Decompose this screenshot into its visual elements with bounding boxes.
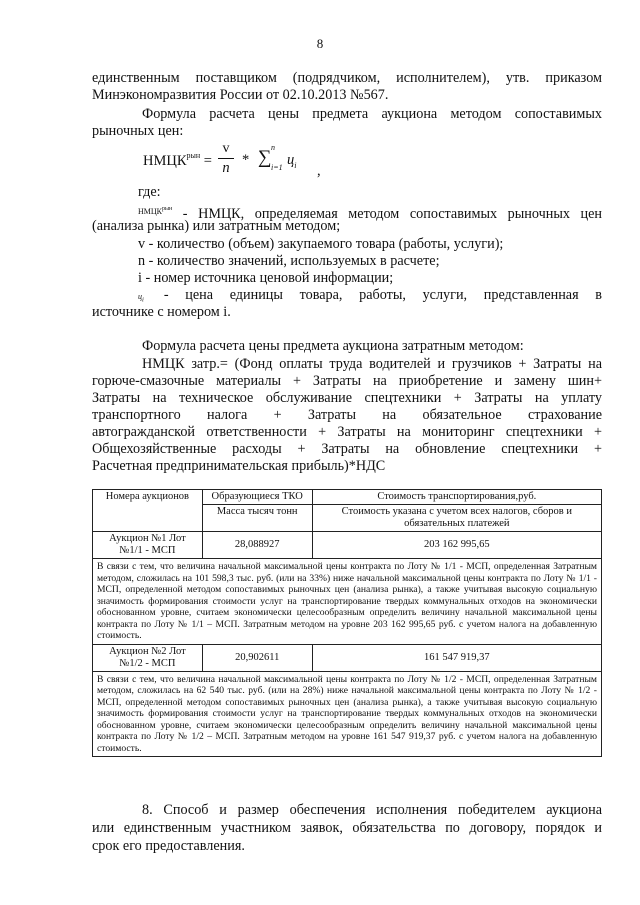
intro-line-2: Минэкономразвития России от 02.10.2013 №567. [92, 87, 389, 103]
formula-lhs: $НМЦК^{рын}$ = [143, 151, 212, 169]
def-ci-line-1: $ц_i$ - цена единицы товара, работы, услуги, представленная в [138, 287, 602, 304]
cost-formula-line-3: Затраты на техническое обслуживание спецтехники + Затраты на уплату [92, 390, 602, 406]
section8-line-1: 8. Способ и размер обеспечения исполнения победителем аукциона [142, 802, 602, 818]
def-v: v - количество (объем) закупаемого товара (работы, услуги); [138, 236, 504, 252]
def-ci-line-2: источнике с номером i. [92, 304, 231, 320]
cost-formula-line-1: НМЦК затр.= (Фонд оплаты труда водителей и грузчиков + Затраты на [142, 356, 602, 372]
where-label: где: [138, 184, 161, 200]
sum-lower-limit: i=1 [271, 163, 283, 172]
def-i: i - номер источника ценовой информации; [138, 270, 394, 286]
formula-cost-title: Формула расчета цены предмета аукциона затратным методом: [142, 338, 524, 354]
def-nmck-line-2: (анализа рынка) или затратным методом; [92, 218, 341, 234]
subheader-mass: Масса тысяч тонн [202, 505, 312, 532]
subheader-cost-note: Стоимость указана с учетом всех налогов, сборов и обязательных платежей [312, 505, 601, 532]
lot2-name: Аукцион №2 Лот №1/2 - МСП [93, 644, 203, 671]
section8-line-3: срок его предоставления. [92, 838, 245, 854]
def-nmck-line-1: $^{НМЦКрын}$ - НМЦК, определяемая методом сопоставимых рыночных цен [138, 206, 602, 222]
lot2-cost: 161 547 919,37 [312, 644, 601, 671]
lot1-cost: 203 162 995,65 [312, 532, 601, 559]
section8-line-2: или единственным участником заявок, обязательства по договору, порядок и [92, 820, 602, 836]
def-n: n - количество значений, используемых в расчете; [138, 253, 440, 269]
lot2-mass: 20,902611 [202, 644, 312, 671]
lot1-note: В связи с тем, что величина начальной максимальной цены контракта по Лоту № 1/1 - МСП, определенная Затратным методом, сложилась на 101 598,3 тыс. руб. (или на 33%) ниже начальной максимальной цены контракта по Лоту № 1/1 - МСП, определенной методом сопоставимых рыночных цен (анализа рынка), а также учитывая высокую социальную значимость формирования стоимости услуг на транспортирование твердых коммунальных отходов на экономически обоснованном уровне, считаем экономически целесообразным определить величину начальной максимальной цены контракта по Лоту № 1/1 – МСП. Затратным методом на уровне 203 162 995,65 руб. с учетом налога на добавленную стоимость. [93, 559, 602, 645]
formula-comma: , [317, 163, 321, 179]
lot1-name: Аукцион №1 Лот №1/1 - МСП [93, 532, 203, 559]
auction-cost-table [92, 489, 602, 757]
cost-formula-line-7: Расчетная предпринимательская прибыль)*НДС [92, 458, 386, 474]
formula-market-title-2: рыночных цен: [92, 123, 184, 139]
table-note-row [93, 671, 602, 757]
sum-upper-limit: n [271, 143, 275, 152]
market-price-formula [143, 141, 343, 185]
table-note-row [93, 559, 602, 645]
formula-fraction: v n [218, 141, 234, 176]
lot1-mass: 28,088927 [202, 532, 312, 559]
cost-formula-line-2: горюче-смазочные материалы + Затраты на приобретение и замену шин+ [92, 373, 602, 389]
cost-formula-line-4: транспортного налога + Затраты на обязательное страхование [92, 407, 602, 423]
table-header-row [93, 490, 602, 505]
table-row [93, 532, 602, 559]
cost-formula-line-6: Общехозяйственные расходы + Затраты на обновление спецтехники + [92, 441, 602, 457]
formula-multiply: * [242, 152, 250, 168]
formula-market-title-1: Формула расчета цены предмета аукциона методом сопоставимых [142, 106, 602, 122]
sum-term: $ц_i$ [287, 152, 297, 170]
lot2-note: В связи с тем, что величина начальной максимальной цены контракта по Лоту № 1/2 - МСП, определенная Затратным методом, сложилась на 62 540 тыс. руб. (или на 28%) ниже начальной максимальной цены контракта по Лоту № 1/2 - МСП, определенной методом сопоставимых рыночных цен (анализа рынка), а также учитывая высокую социальную значимость формирования стоимости услуг на транспортирование твердых коммунальных отходов на экономически обоснованном уровне, считаем экономически целесообразным определить величину начальной максимальной цены контракта по Лоту № 1/2 – МСП. Затратным методом на уровне 161 547 919,37 руб. с учетом налога на добавленную стоимость. [93, 671, 602, 757]
header-transport-cost: Стоимость транспортирования,руб. [312, 490, 601, 505]
header-auction-numbers: Номера аукционов [93, 490, 203, 532]
header-tko: Образующиеся ТКО [202, 490, 312, 505]
table-row [93, 644, 602, 671]
cost-formula-line-5: автогражданской ответственности + Затраты на мониторинг спецтехники + [92, 424, 602, 440]
sum-symbol: ∑ [258, 147, 272, 168]
intro-line-1: единственным поставщиком (подрядчиком, исполнителем), утв. приказом [92, 70, 602, 86]
page-number: 8 [316, 36, 324, 51]
